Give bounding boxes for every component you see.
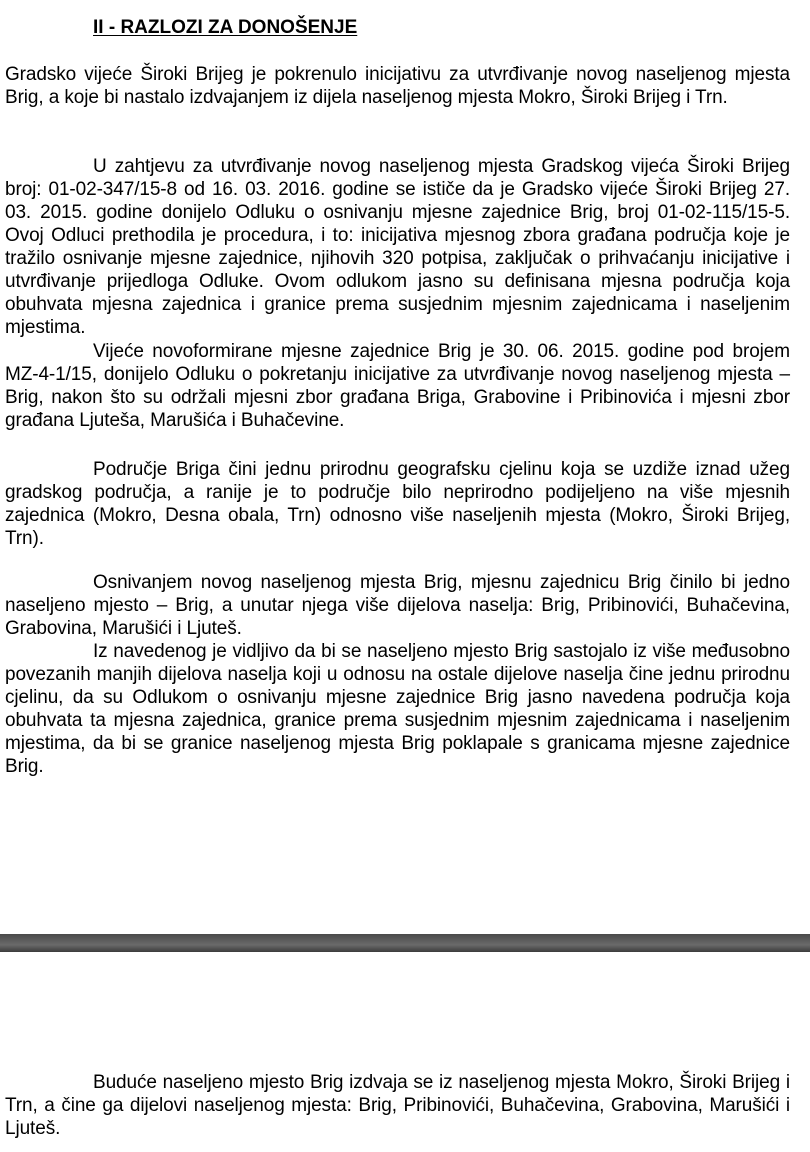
paragraph-conclusion xyxy=(5,640,790,778)
paragraph-text: Buduće naseljeno mjesto Brig izdvaja se iz naseljenog mjesta Mokro, Široki Brijeg i Trn, a čine ga dijelovi naseljenog mjesta: Brig, Pribinovići, Buhačevina, Grabovina, Marušići i Ljuteš. xyxy=(5,1072,790,1139)
paragraph-text: Iz navedenog je vidljivo da bi se naseljeno mjesto Brig sastojalo iz više međusobno povezanih manjih dijelova naselja koji u odnosu na ostale dijelove naselja čine jednu prirodnu cjelinu, da su Odlukom o osnivanju mjesne zajednice Brig jasno navedena područja koja obuhvata ta mjesna zajednica, granice prema susjednim mjesnim zajednicama i naseljenim mjestima, da bi se granice naseljenog mjesta Brig poklapale s granicama mjesne zajednice Brig. xyxy=(5,641,790,777)
paragraph-text: Osnivanjem novog naseljenog mjesta Brig, mjesnu zajednicu Brig činilo bi jedno naseljeno mjesto – Brig, a unutar njega više dijelova naselja: Brig, Pribinovići, Buhačevina, Grabovina, Marušići i Ljuteš. xyxy=(5,572,790,639)
paragraph-text: U zahtjevu za utvrđivanje novog naseljenog mjesta Gradskog vijeća Široki Brijeg broj: 01-02-347/15-8 od 16. 03. 2016. godine se ističe da je Gradsko vijeće Široki Brijeg 27. 03. 2015. godine donijelo Odluku o osnivanju mjesne zajednice Brig, broj 01-02-115/15-5. Ovoj Odluci prethodila je procedura, i to: inicijativa mjesnog zbora građana područja koje je tražilo osnivanje mjesne zajednice, njihovih 320 potpisa, zaključak o prihvaćanju inicijative i utvrđivanje prijedloga Odluke. Ovom odlukom jasno su definisana mjesna područja koja obuhvata mjesna zajednica i granice prema susjednim mjesnim zajednicama i naseljenim mjestima. xyxy=(5,156,790,338)
paragraph-future-settlement xyxy=(5,1071,790,1140)
paragraph-text: Područje Briga čini jednu prirodnu geografsku cjelinu koja se uzdiže iznad užeg gradskog područja, a ranije je to područje bilo neprirodno podijeljeno na više mjesnih zajednica (Mokro, Desna obala, Trn) odnosno više naseljenih mjesta (Mokro, Široki Brijeg, Trn). xyxy=(5,459,790,549)
paragraph-text: Gradsko vijeće Široki Brijeg je pokrenulo inicijativu za utvrđivanje novog naseljenog mjesta Brig, a koje bi nastalo izdvajanjem iz dijela naseljenog mjesta Mokro, Široki Brijeg i Trn. xyxy=(5,64,790,108)
paragraph-text: Vijeće novoformirane mjesne zajednice Brig je 30. 06. 2015. godine pod brojem MZ-4-1/15, donijelo Odluku o pokretanju inicijative za utvrđivanje novog naseljenog mjesta – Brig, nakon što su održali mjesni zbor građana Briga, Grabovine i Pribinovića i mjesni zbor građana Ljuteša, Marušića i Buhačevine. xyxy=(5,341,790,431)
paragraph-initiative xyxy=(5,63,790,109)
paragraph-request xyxy=(5,155,790,339)
paragraph-council-decision xyxy=(5,340,790,432)
paragraph-geography xyxy=(5,458,790,550)
paragraph-establishment xyxy=(5,571,790,640)
page-break-divider xyxy=(0,934,810,952)
section-heading: II - RAZLOZI ZA DONOŠENJE xyxy=(93,17,358,38)
